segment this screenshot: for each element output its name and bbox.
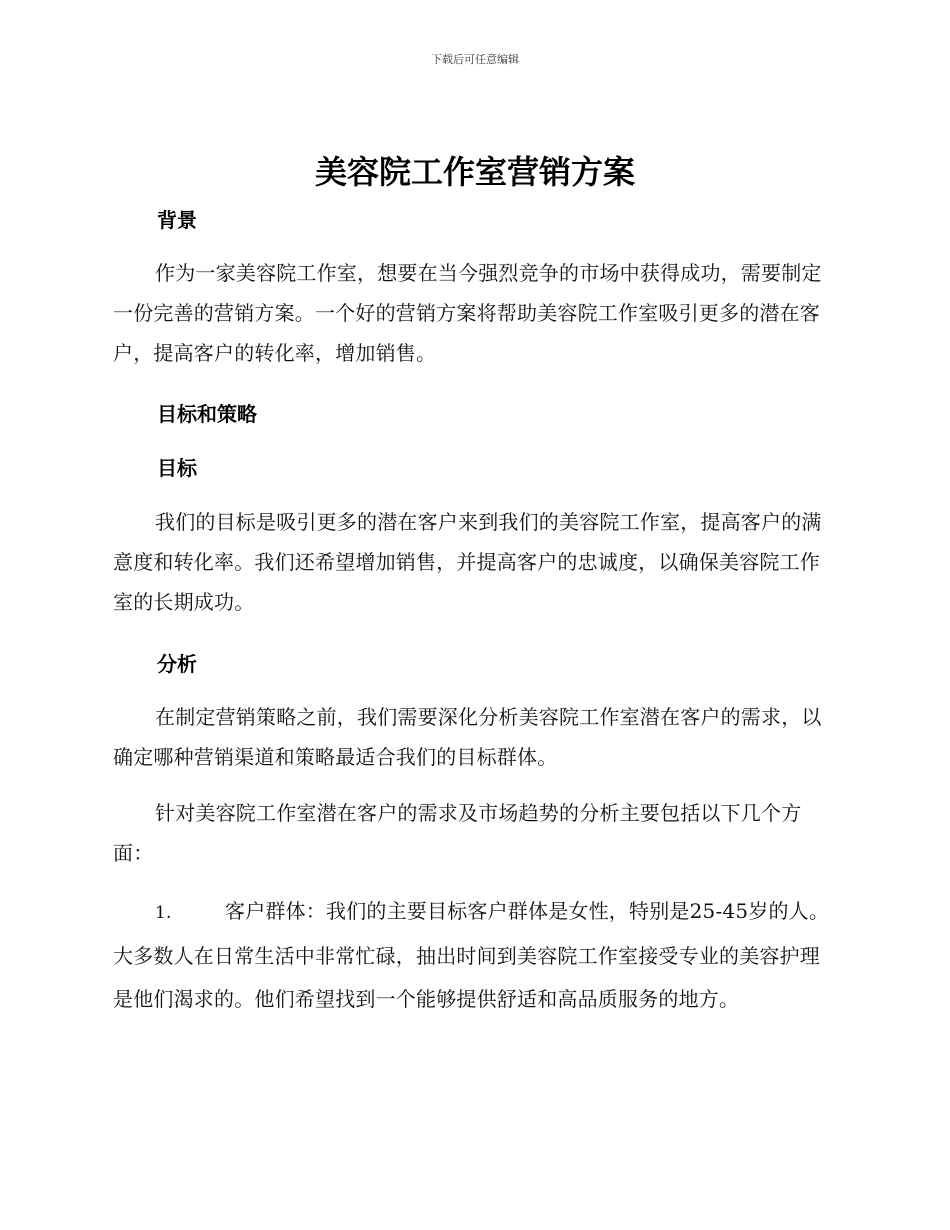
list-item-1 [113,890,833,1021]
paragraph-analysis-2: 针对美容院工作室潜在客户的需求及市场趋势的分析主要包括以下几个方面： [113,801,802,865]
page-header-note: 下载后可任意编辑 [431,53,519,66]
document-title: 美容院工作室营销方案 [314,153,635,191]
paragraph-goal: 我们的目标是吸引更多的潜在客户来到我们的美容院工作室，提高客户的满意度和转化率。我们还希望增加销售，并提高客户的忠诚度，以确保美容院工作室的长期成功。 [113,510,822,614]
list-item-number: 1. [155,903,172,923]
heading-goal: 目标 [157,456,197,480]
heading-background: 背景 [157,208,197,232]
paragraph-analysis-1: 在制定营销策略之前，我们需要深化分析美容院工作室潜在客户的需求，以确定哪种营销渠道和策略最适合我们的目标群体。 [113,705,822,769]
heading-goals-strategy: 目标和策略 [157,402,257,426]
heading-analysis: 分析 [157,652,197,676]
list-item-text: 客户群体：我们的主要目标客户群体是女性，特别是25-45岁的人。大多数人在日常生活中非常忙碌，抽出时间到美容院工作室接受专业的美容护理是他们渴求的。他们希望找到一个能够提供舒适和高品质服务的地方。 [113,899,830,1011]
paragraph-background: 作为一家美容院工作室，想要在当今强烈竞争的市场中获得成功，需要制定一份完善的营销方案。一个好的营销方案将帮助美容院工作室吸引更多的潜在客户，提高客户的转化率，增加销售。 [113,261,822,365]
